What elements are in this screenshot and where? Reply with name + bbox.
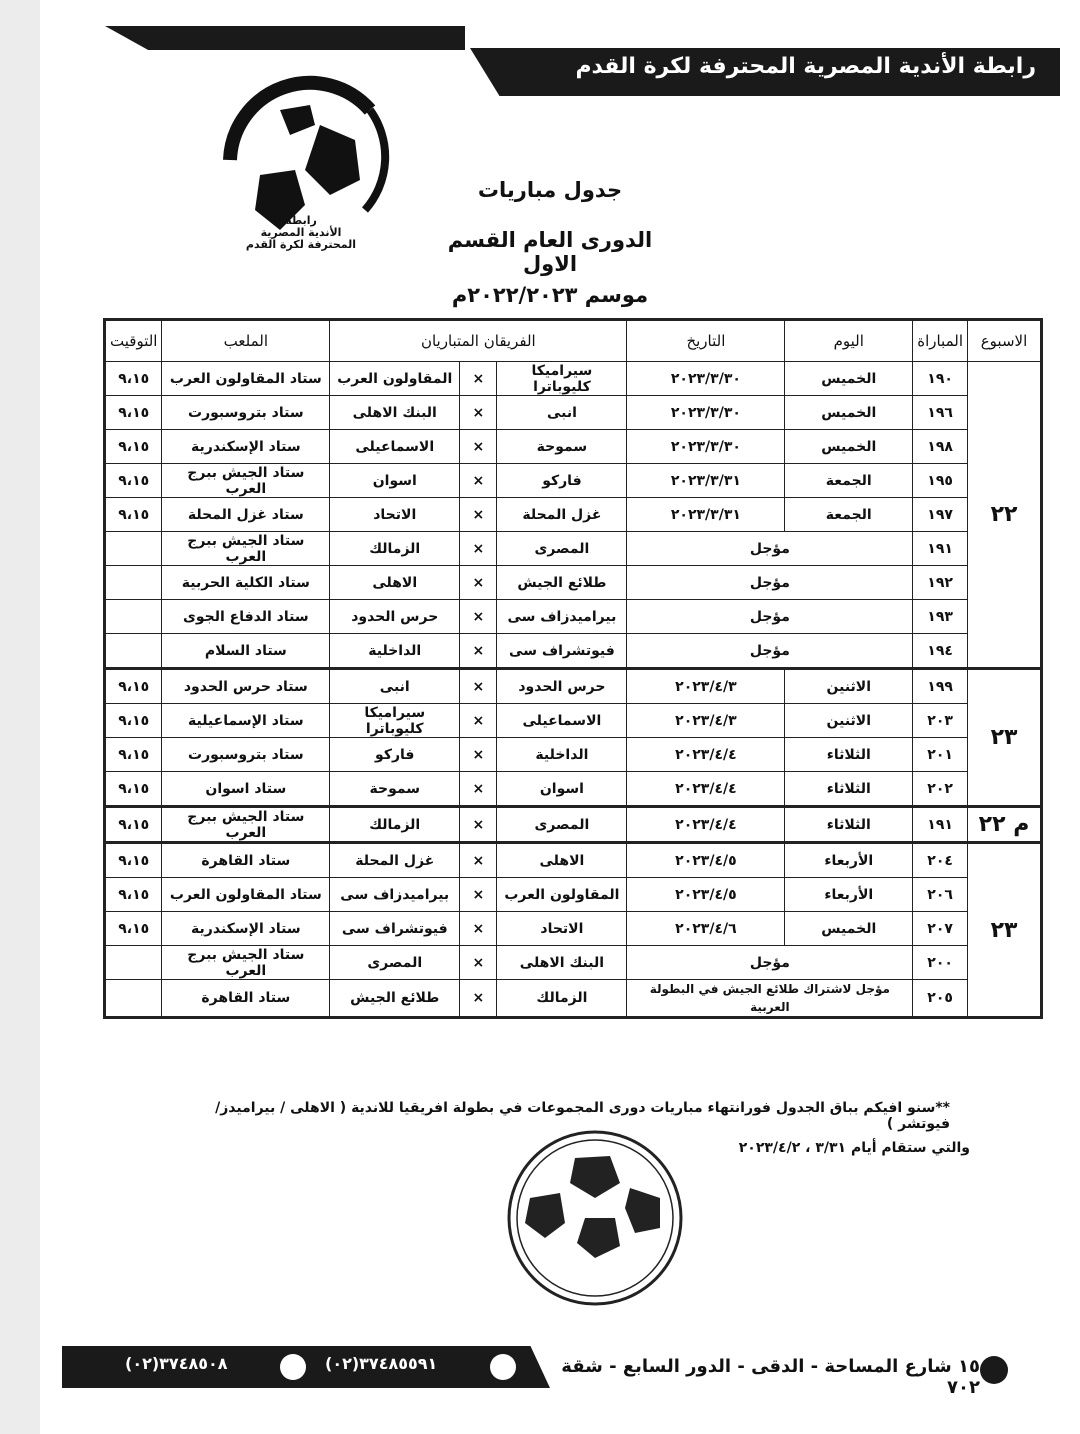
away-team: الاتحاد [330,498,460,532]
league-title: رابطة الأندية المصرية المحترفة لكرة القدم [575,54,1036,79]
postponed-cell: مؤجل لاشتراك طلائع الجيش في البطولة العربية [627,980,913,1018]
home-team: حرس الحدود [497,669,627,704]
stadium-cell: ستاد اسوان [162,772,330,807]
vs-cell: × [460,464,497,498]
away-team: غزل المحلة [330,843,460,878]
league-division-title: الدورى العام القسم الاول [447,228,653,276]
table-row [105,946,1042,980]
day-cell: الثلاثاء [785,772,913,807]
away-team: الداخلية [330,634,460,669]
stadium-cell: ستاد الجيش ببرج العرب [162,807,330,843]
match-number: ١٩١ [913,807,968,843]
vs-cell: × [460,807,497,843]
week-cell: ٢٣ [968,843,1042,1018]
date-cell: ٢٠٢٣/٤/٦ [627,912,785,946]
time-cell: ٩،١٥ [105,396,162,430]
home-team: فيوتشراف سى [497,634,627,669]
table-row [105,532,1042,566]
day-cell: الثلاثاء [785,738,913,772]
date-cell: ٢٠٢٣/٣/٣١ [627,498,785,532]
day-cell: الجمعة [785,498,913,532]
home-team: سيراميكا كليوباترا [497,362,627,396]
date-cell: ٢٠٢٣/٤/٤ [627,807,785,843]
time-cell: ٩،١٥ [105,878,162,912]
header-teams: الفريقان المتباريان [330,320,627,362]
logo-caption: رابطة الأندية المصرية المحترفة لكرة القدم [245,214,357,251]
stadium-cell: ستاد الإسماعيلية [162,704,330,738]
date-cell: ٢٠٢٣/٤/٣ [627,704,785,738]
stadium-cell: ستاد بتروسبورت [162,738,330,772]
match-number: ١٩٦ [913,396,968,430]
match-number: ١٩٧ [913,498,968,532]
match-number: ١٩٩ [913,669,968,704]
match-number: ١٩٥ [913,464,968,498]
location-pin-icon [980,1356,1008,1384]
stadium-cell: ستاد حرس الحدود [162,669,330,704]
away-team: سيراميكا كليوباترا [330,704,460,738]
match-number: ١٩١ [913,532,968,566]
header-date: التاريخ [627,320,785,362]
postponed-cell: مؤجل [627,634,913,669]
day-cell: الخميس [785,362,913,396]
home-team: بيراميدزاف سى [497,600,627,634]
match-number: ٢٠٦ [913,878,968,912]
away-team: الزمالك [330,532,460,566]
away-team: اسوان [330,464,460,498]
table-row [105,704,1042,738]
away-team: الاهلى [330,566,460,600]
home-team: الاهلى [497,843,627,878]
match-number: ١٩٠ [913,362,968,396]
home-team: المصرى [497,807,627,843]
time-cell [105,600,162,634]
stadium-cell: ستاد الدفاع الجوى [162,600,330,634]
match-number: ٢٠٧ [913,912,968,946]
vs-cell: × [460,532,497,566]
postponed-cell: مؤجل [627,532,913,566]
footer-address: ١٥ شارع المساحة - الدقى - الدور السابع - شقة ٧٠٢ [561,1356,980,1398]
home-team: سموحة [497,430,627,464]
header-stripe [105,26,465,50]
day-cell: الاثنين [785,669,913,704]
date-cell: ٢٠٢٣/٣/٣٠ [627,362,785,396]
home-team: غزل المحلة [497,498,627,532]
home-team: فاركو [497,464,627,498]
vs-cell: × [460,704,497,738]
time-cell: ٩،١٥ [105,772,162,807]
vs-cell: × [460,980,497,1018]
match-number: ١٩٣ [913,600,968,634]
time-cell: ٩،١٥ [105,362,162,396]
date-cell: ٢٠٢٣/٣/٣١ [627,464,785,498]
match-number: ٢٠١ [913,738,968,772]
date-cell: ٢٠٢٣/٣/٣٠ [627,396,785,430]
schedule-title: جدول مباريات [477,178,623,202]
away-team: المقاولون العرب [330,362,460,396]
vs-cell: × [460,430,497,464]
postponed-cell: مؤجل [627,566,913,600]
stadium-cell: ستاد الجيش ببرج العرب [162,464,330,498]
table-row [105,772,1042,807]
time-cell [105,634,162,669]
time-cell [105,946,162,980]
table-row [105,843,1042,878]
time-cell [105,566,162,600]
vs-cell: × [460,362,497,396]
date-cell: ٢٠٢٣/٤/٤ [627,738,785,772]
table-row [105,980,1042,1018]
date-cell: ٢٠٢٣/٤/٥ [627,843,785,878]
table-row [105,600,1042,634]
stadium-cell: ستاد الإسكندرية [162,430,330,464]
season-title: موسم ٢٠٢٢/٢٠٢٣م [451,283,649,307]
date-cell: ٢٠٢٣/٤/٣ [627,669,785,704]
table-row [105,912,1042,946]
day-cell: الأربعاء [785,878,913,912]
header-day: اليوم [785,320,913,362]
away-team: فاركو [330,738,460,772]
stadium-cell: ستاد المقاولون العرب [162,878,330,912]
table-row [105,362,1042,396]
time-cell: ٩،١٥ [105,498,162,532]
vs-cell: × [460,738,497,772]
time-cell [105,532,162,566]
day-cell: الخميس [785,396,913,430]
schedule-table [103,318,1043,1019]
away-team: الاسماعيلى [330,430,460,464]
vs-cell: × [460,600,497,634]
date-cell: ٢٠٢٣/٤/٤ [627,772,785,807]
away-team: انبى [330,669,460,704]
stadium-cell: ستاد الجيش ببرج العرب [162,532,330,566]
table-row [105,669,1042,704]
day-cell: الاثنين [785,704,913,738]
postponed-cell: مؤجل [627,600,913,634]
stadium-cell: ستاد الكلية الحربية [162,566,330,600]
day-cell: الثلاثاء [785,807,913,843]
vs-cell: × [460,772,497,807]
home-team: البنك الاهلى [497,946,627,980]
time-cell: ٩،١٥ [105,807,162,843]
header-time: التوقيت [105,320,162,362]
header-match: المباراة [913,320,968,362]
table-row [105,464,1042,498]
match-number: ١٩٨ [913,430,968,464]
time-cell: ٩،١٥ [105,430,162,464]
fax-icon [280,1354,306,1380]
table-row [105,396,1042,430]
match-number: ٢٠٠ [913,946,968,980]
stadium-cell: ستاد الجيش ببرج العرب [162,946,330,980]
table-row [105,430,1042,464]
match-number: ١٩٤ [913,634,968,669]
home-team: الزمالك [497,980,627,1018]
week-cell: ٢٣ [968,669,1042,807]
postponed-cell: مؤجل [627,946,913,980]
phone-number: (٠٢)٣٧٤٨٥٥٩١ [325,1354,438,1373]
home-team: انبى [497,396,627,430]
away-team: طلائع الجيش [330,980,460,1018]
home-team: طلائع الجيش [497,566,627,600]
home-team: الاتحاد [497,912,627,946]
away-team: البنك الاهلى [330,396,460,430]
table-row [105,566,1042,600]
match-number: ٢٠٢ [913,772,968,807]
vs-cell: × [460,634,497,669]
away-team: حرس الحدود [330,600,460,634]
vs-cell: × [460,396,497,430]
vs-cell: × [460,946,497,980]
vs-cell: × [460,878,497,912]
week-cell: ٢٢ [968,362,1042,669]
away-team: المصرى [330,946,460,980]
home-team: اسوان [497,772,627,807]
league-stamp-icon [505,1128,685,1308]
time-cell [105,980,162,1018]
time-cell: ٩،١٥ [105,738,162,772]
day-cell: الجمعة [785,464,913,498]
away-team: فيوتشراف سى [330,912,460,946]
match-number: ٢٠٥ [913,980,968,1018]
match-number: ١٩٢ [913,566,968,600]
away-team: سموحة [330,772,460,807]
date-cell: ٢٠٢٣/٣/٣٠ [627,430,785,464]
vs-cell: × [460,912,497,946]
stadium-cell: ستاد القاهرة [162,843,330,878]
stadium-cell: ستاد بتروسبورت [162,396,330,430]
away-team: بيراميدزاف سى [330,878,460,912]
schedule-note-dates: والتي ستقام أيام ٣/٣١ ، ٢٠٢٣/٤/٢ [738,1140,970,1156]
time-cell: ٩،١٥ [105,912,162,946]
vs-cell: × [460,843,497,878]
week-cell: م ٢٢ [968,807,1042,843]
schedule-note: **سنو افيكم بباق الجدول فورانتهاء مباريات دورى المجموعات في بطولة افريقيا للاندية ( الاهلى / بيراميدز/ فيوتشر ) [215,1100,950,1132]
home-team: المصرى [497,532,627,566]
home-team: الاسماعيلى [497,704,627,738]
match-number: ٢٠٤ [913,843,968,878]
day-cell: الخميس [785,430,913,464]
vs-cell: × [460,566,497,600]
away-team: الزمالك [330,807,460,843]
table-row [105,634,1042,669]
stadium-cell: ستاد غزل المحلة [162,498,330,532]
time-cell: ٩،١٥ [105,464,162,498]
time-cell: ٩،١٥ [105,843,162,878]
stadium-cell: ستاد القاهرة [162,980,330,1018]
stadium-cell: ستاد السلام [162,634,330,669]
table-row [105,807,1042,843]
time-cell: ٩،١٥ [105,669,162,704]
home-team: المقاولون العرب [497,878,627,912]
fax-number: (٠٢)٣٧٤٨٥٠٨ [125,1354,228,1373]
time-cell: ٩،١٥ [105,704,162,738]
phone-icon [490,1354,516,1380]
table-header-row [105,320,1042,362]
day-cell: الخميس [785,912,913,946]
header-stadium: الملعب [162,320,330,362]
match-number: ٢٠٣ [913,704,968,738]
header-week: الاسبوع [968,320,1042,362]
table-row [105,878,1042,912]
home-team: الداخلية [497,738,627,772]
table-row [105,738,1042,772]
stadium-cell: ستاد الإسكندرية [162,912,330,946]
stadium-cell: ستاد المقاولون العرب [162,362,330,396]
vs-cell: × [460,669,497,704]
day-cell: الأربعاء [785,843,913,878]
date-cell: ٢٠٢٣/٤/٥ [627,878,785,912]
table-row [105,498,1042,532]
vs-cell: × [460,498,497,532]
